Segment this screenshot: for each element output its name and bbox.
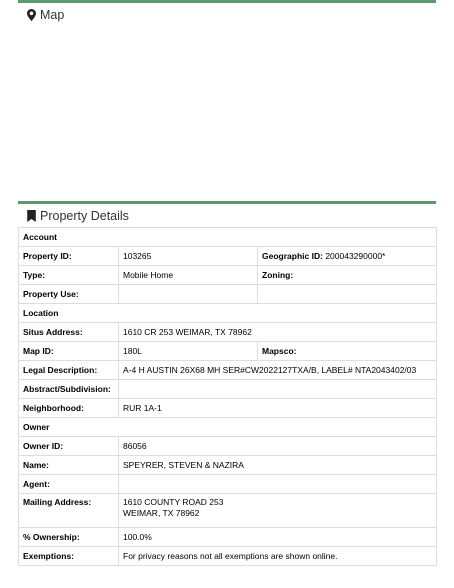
table-row: [19, 361, 437, 380]
legal-description-label: Legal Description:: [19, 361, 119, 380]
table-row: [19, 494, 437, 528]
name-label: Name:: [19, 456, 119, 475]
property-use-value: [119, 285, 258, 304]
section-row-owner: [19, 418, 437, 437]
property-details-panel: [18, 201, 436, 566]
type-value: Mobile Home: [119, 266, 258, 285]
situs-address-label: Situs Address:: [19, 323, 119, 342]
owner-id-label: Owner ID:: [19, 437, 119, 456]
mailing-address-line1: 1610 COUNTY ROAD 253: [123, 497, 224, 507]
table-row: [19, 399, 437, 418]
mailing-address-label: Mailing Address:: [19, 494, 119, 528]
mapsco-label: Mapsco:: [262, 346, 297, 356]
table-row: [19, 342, 437, 361]
map-header: [18, 3, 436, 27]
owner-id-value: 86056: [119, 437, 437, 456]
agent-label: Agent:: [19, 475, 119, 494]
zoning-label: Zoning:: [262, 270, 294, 280]
geographic-id-label: Geographic ID:: [262, 251, 323, 261]
empty-cell: [258, 285, 437, 304]
map-id-value: 180L: [119, 342, 258, 361]
table-row: [19, 456, 437, 475]
mapsco-cell: [258, 342, 437, 361]
bookmark-icon: [26, 210, 37, 222]
map-panel: [18, 0, 436, 173]
section-row-location: [19, 304, 437, 323]
property-details-title: Property Details: [40, 209, 129, 223]
property-use-label: Property Use:: [19, 285, 119, 304]
exemptions-value: For privacy reasons not all exemptions are shown online.: [119, 547, 437, 566]
map-id-label: Map ID:: [19, 342, 119, 361]
property-id-value: 103265: [119, 247, 258, 266]
legal-description-value: A-4 H AUSTIN 26X68 MH SER#CW2022127TXA/B, LABEL# NTA2043402/03: [119, 361, 437, 380]
table-row: [19, 247, 437, 266]
name-value: SPEYRER, STEVEN & NAZIRA: [119, 456, 437, 475]
ownership-label: % Ownership:: [19, 528, 119, 547]
agent-value: [119, 475, 437, 494]
ownership-value: 100.0%: [119, 528, 437, 547]
table-row: [19, 323, 437, 342]
type-label: Type:: [19, 266, 119, 285]
abstract-subdivision-value: [119, 380, 437, 399]
table-row: [19, 547, 437, 566]
section-row-account: [19, 228, 437, 247]
property-id-label: Property ID:: [19, 247, 119, 266]
property-details-table: [18, 227, 437, 566]
abstract-subdivision-label: Abstract/Subdivision:: [19, 380, 119, 399]
table-row: [19, 380, 437, 399]
table-row: [19, 528, 437, 547]
table-row: [19, 285, 437, 304]
exemptions-label: Exemptions:: [19, 547, 119, 566]
property-details-header: [18, 204, 436, 227]
map-marker-icon: [26, 9, 37, 21]
table-row: [19, 266, 437, 285]
neighborhood-value: RUR 1A-1: [119, 399, 437, 418]
section-location: Location: [19, 304, 437, 323]
neighborhood-label: Neighborhood:: [19, 399, 119, 418]
map-title: Map: [40, 8, 65, 22]
geographic-id-cell: [258, 247, 437, 266]
geographic-id-value: 200043290000*: [325, 251, 386, 261]
section-owner: Owner: [19, 418, 437, 437]
situs-address-value: 1610 CR 253 WEIMAR, TX 78962: [119, 323, 437, 342]
mailing-address-value: [119, 494, 437, 528]
table-row: [19, 437, 437, 456]
zoning-cell: [258, 266, 437, 285]
mailing-address-line2: WEIMAR, TX 78962: [123, 508, 200, 518]
table-row: [19, 475, 437, 494]
section-account: Account: [19, 228, 437, 247]
